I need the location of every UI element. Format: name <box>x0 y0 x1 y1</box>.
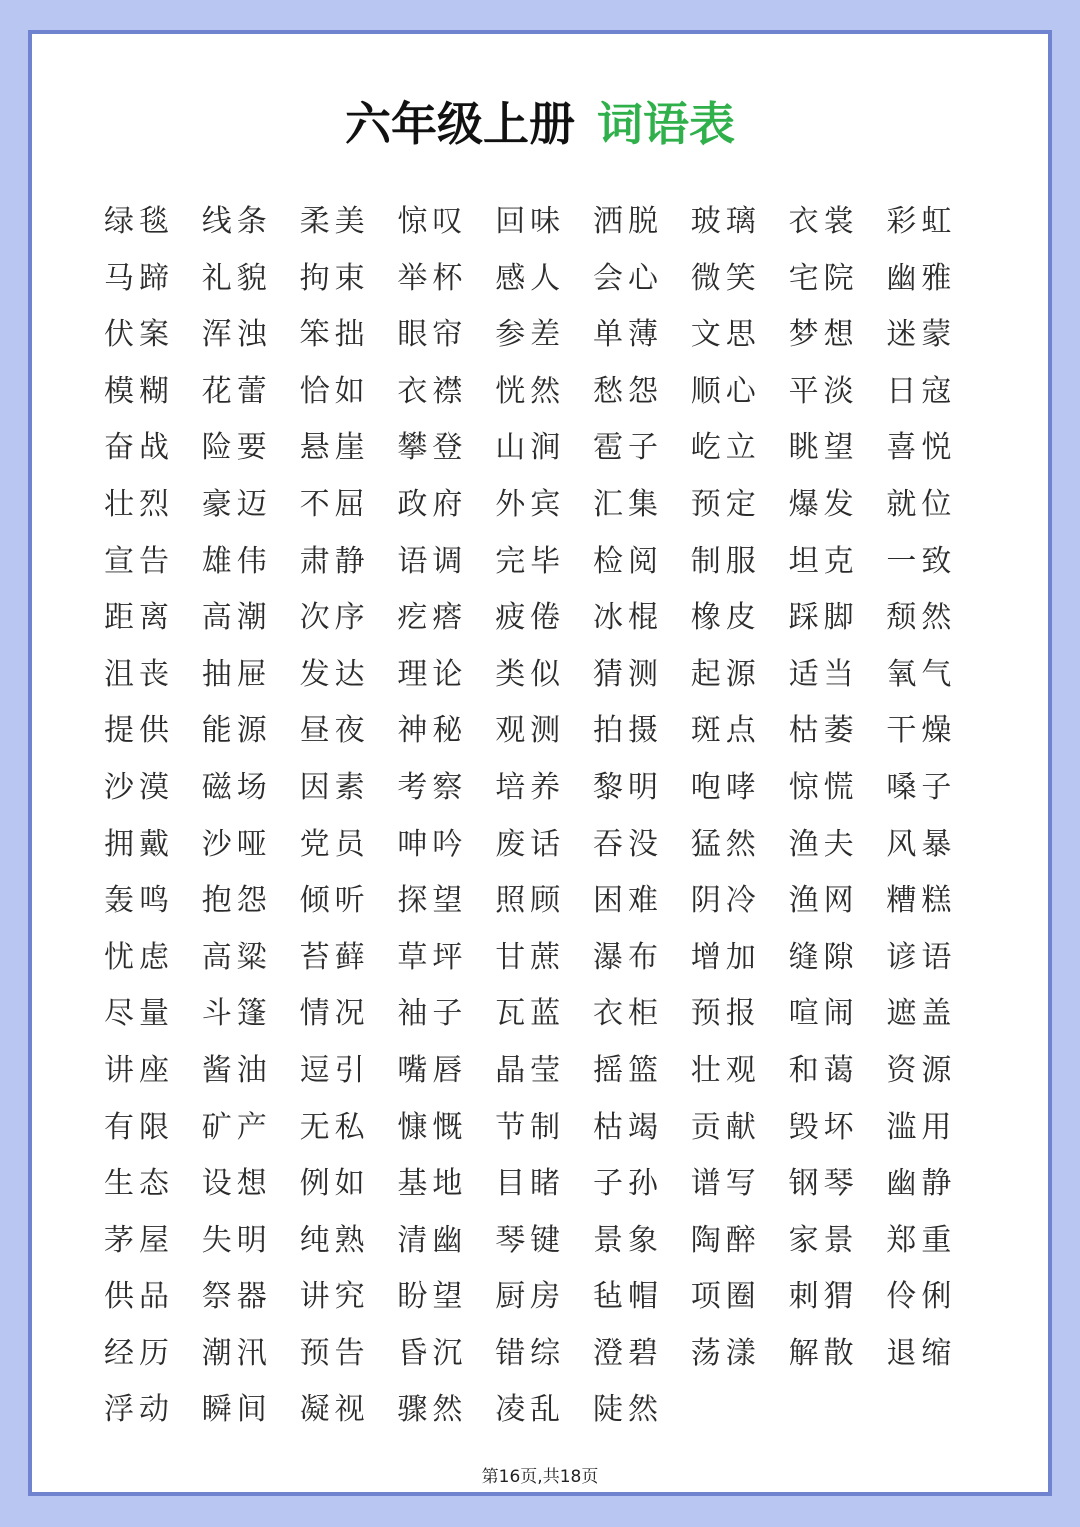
word-item: 祭器 <box>201 1279 272 1315</box>
word-item: 类似 <box>495 656 566 692</box>
word-item: 袖子 <box>397 996 468 1032</box>
word-item: 增加 <box>690 939 761 975</box>
word-item: 山涧 <box>495 430 566 466</box>
word-item: 晶莹 <box>495 1052 566 1088</box>
word-item: 踩脚 <box>788 600 859 636</box>
word-item: 矿产 <box>201 1109 272 1145</box>
word-item: 照顾 <box>495 883 566 919</box>
word-item: 就位 <box>886 486 957 522</box>
word-item: 刺猬 <box>788 1279 859 1315</box>
word-item: 预告 <box>299 1335 370 1371</box>
word-item: 遮盖 <box>886 996 957 1032</box>
word-item: 攀登 <box>397 430 468 466</box>
word-item: 目睹 <box>495 1166 566 1202</box>
word-item: 惊叹 <box>397 204 468 239</box>
word-item: 礼貌 <box>201 260 272 296</box>
word-item: 喜悦 <box>886 430 957 466</box>
word-item: 厨房 <box>495 1279 566 1315</box>
word-item: 花蕾 <box>201 373 272 409</box>
word-item: 预定 <box>690 486 761 522</box>
word-item: 氧气 <box>886 656 957 692</box>
word-item: 毡帽 <box>592 1279 663 1315</box>
word-item: 沙哑 <box>201 826 272 862</box>
word-item: 陡然 <box>592 1392 663 1428</box>
word-item: 资源 <box>886 1052 957 1088</box>
word-item: 神秘 <box>397 713 468 749</box>
word-item: 伶俐 <box>886 1279 957 1315</box>
word-item: 回味 <box>495 204 566 239</box>
word-item: 恍然 <box>495 373 566 409</box>
word-item: 猜测 <box>592 656 663 692</box>
word-item: 嘴唇 <box>397 1052 468 1088</box>
word-item: 高粱 <box>201 939 272 975</box>
word-item: 壮观 <box>690 1052 761 1088</box>
word-item: 疲倦 <box>495 600 566 636</box>
word-item: 抱怨 <box>201 883 272 919</box>
word-item: 举杯 <box>397 260 468 296</box>
word-item: 彩虹 <box>886 204 957 239</box>
title-grade: 六年级上册 <box>345 97 575 151</box>
word-item: 因素 <box>299 769 370 805</box>
word-item: 幽静 <box>886 1166 957 1202</box>
word-item: 干燥 <box>886 713 957 749</box>
word-item: 甘蔗 <box>495 939 566 975</box>
word-item: 浮动 <box>104 1392 174 1428</box>
word-item: 基地 <box>397 1166 468 1202</box>
word-item: 困难 <box>592 883 663 919</box>
word-item: 黎明 <box>592 769 663 805</box>
word-item: 缝隙 <box>788 939 859 975</box>
word-item: 钢琴 <box>788 1166 859 1202</box>
word-item: 观测 <box>495 713 566 749</box>
word-item: 日寇 <box>886 373 957 409</box>
word-item: 错综 <box>495 1335 566 1371</box>
word-item: 项圈 <box>690 1279 761 1315</box>
word-item: 冰棍 <box>592 600 663 636</box>
word-item: 倾听 <box>299 883 370 919</box>
word-item: 瓦蓝 <box>495 996 566 1032</box>
word-item: 参差 <box>495 317 566 353</box>
word-item: 语调 <box>397 543 468 579</box>
word-item: 骤然 <box>397 1392 468 1428</box>
word-item: 景象 <box>592 1222 663 1258</box>
word-item: 一致 <box>886 543 957 579</box>
word-item: 党员 <box>299 826 370 862</box>
word-item: 眼帘 <box>397 317 468 353</box>
page-title <box>32 94 1048 154</box>
word-item: 酱油 <box>201 1052 272 1088</box>
word-item: 沙漠 <box>104 769 174 805</box>
word-item: 梦想 <box>788 317 859 353</box>
word-item: 制服 <box>690 543 761 579</box>
word-item: 瀑布 <box>592 939 663 975</box>
word-item: 茅屋 <box>104 1222 174 1258</box>
word-item: 政府 <box>397 486 468 522</box>
word-item: 培养 <box>495 769 566 805</box>
word-item: 退缩 <box>886 1335 957 1371</box>
word-item: 经历 <box>104 1335 174 1371</box>
word-item: 设想 <box>201 1166 272 1202</box>
word-item: 讲座 <box>104 1052 174 1088</box>
word-item: 肃静 <box>299 543 370 579</box>
word-item: 草坪 <box>397 939 468 975</box>
word-item: 模糊 <box>104 373 174 409</box>
word-item: 豪迈 <box>201 486 272 522</box>
word-item: 爆发 <box>788 486 859 522</box>
word-item: 瞬间 <box>201 1392 272 1428</box>
title-vocab: 词语表 <box>597 97 735 151</box>
word-item: 线条 <box>201 204 272 239</box>
word-item: 毁坏 <box>788 1109 859 1145</box>
word-item: 有限 <box>104 1109 174 1145</box>
word-item: 单薄 <box>592 317 663 353</box>
word-item: 谚语 <box>886 939 957 975</box>
word-item: 距离 <box>104 600 174 636</box>
word-item: 愁怨 <box>592 373 663 409</box>
word-item: 供品 <box>104 1279 174 1315</box>
word-item: 咆哮 <box>690 769 761 805</box>
word-item: 陶醉 <box>690 1222 761 1258</box>
word-item: 拥戴 <box>104 826 174 862</box>
word-item: 凌乱 <box>495 1392 566 1428</box>
word-item: 眺望 <box>788 430 859 466</box>
word-item: 枯竭 <box>592 1109 663 1145</box>
word-item: 阴冷 <box>690 883 761 919</box>
word-item: 糟糕 <box>886 883 957 919</box>
word-item: 节制 <box>495 1109 566 1145</box>
word-item: 潮汛 <box>201 1335 272 1371</box>
word-item: 郑重 <box>886 1222 957 1258</box>
word-item: 纯熟 <box>299 1222 370 1258</box>
word-item: 摇篮 <box>592 1052 663 1088</box>
word-item: 例如 <box>299 1166 370 1202</box>
word-item: 尽量 <box>104 996 174 1032</box>
word-item: 盼望 <box>397 1279 468 1315</box>
word-item: 洒脱 <box>592 204 663 239</box>
word-item: 沮丧 <box>104 656 174 692</box>
word-item: 次序 <box>299 600 370 636</box>
word-item: 风暴 <box>886 826 957 862</box>
word-item: 浑浊 <box>201 317 272 353</box>
word-item: 斗篷 <box>201 996 272 1032</box>
word-item: 笨拙 <box>299 317 370 353</box>
word-item: 渔夫 <box>788 826 859 862</box>
word-item: 恰如 <box>299 373 370 409</box>
word-item: 无私 <box>299 1109 370 1145</box>
word-item: 平淡 <box>788 373 859 409</box>
word-item: 提供 <box>104 713 174 749</box>
word-item: 柔美 <box>299 204 370 239</box>
word-grid <box>104 194 984 1439</box>
word-item: 轰鸣 <box>104 883 174 919</box>
word-item: 能源 <box>201 713 272 749</box>
word-item: 屹立 <box>690 430 761 466</box>
word-item: 清幽 <box>397 1222 468 1258</box>
word-item: 呻吟 <box>397 826 468 862</box>
word-item: 马蹄 <box>104 260 174 296</box>
word-item: 玻璃 <box>690 204 761 239</box>
word-item: 逗引 <box>299 1052 370 1088</box>
word-item: 废话 <box>495 826 566 862</box>
word-item: 汇集 <box>592 486 663 522</box>
word-item: 子孙 <box>592 1166 663 1202</box>
word-item: 讲究 <box>299 1279 370 1315</box>
word-item: 雹子 <box>592 430 663 466</box>
word-item: 忧虑 <box>104 939 174 975</box>
word-item: 琴键 <box>495 1222 566 1258</box>
word-item: 疙瘩 <box>397 600 468 636</box>
word-item: 预报 <box>690 996 761 1032</box>
word-item: 会心 <box>592 260 663 296</box>
page-number: 第16页,共18页 <box>481 1467 599 1487</box>
word-item: 渔网 <box>788 883 859 919</box>
word-item: 情况 <box>299 996 370 1032</box>
word-item: 解散 <box>788 1335 859 1371</box>
word-item: 文思 <box>690 317 761 353</box>
word-item: 昼夜 <box>299 713 370 749</box>
word-item: 不屈 <box>299 486 370 522</box>
word-item: 和蔼 <box>788 1052 859 1088</box>
word-item: 考察 <box>397 769 468 805</box>
word-item: 迷蒙 <box>886 317 957 353</box>
word-item: 适当 <box>788 656 859 692</box>
word-item: 吞没 <box>592 826 663 862</box>
word-item: 荡漾 <box>690 1335 761 1371</box>
word-item: 拘束 <box>299 260 370 296</box>
word-item: 磁场 <box>201 769 272 805</box>
word-item: 滥用 <box>886 1109 957 1145</box>
word-item: 谱写 <box>690 1166 761 1202</box>
word-item: 惊慌 <box>788 769 859 805</box>
word-item: 喧闹 <box>788 996 859 1032</box>
word-item: 昏沉 <box>397 1335 468 1371</box>
word-item: 奋战 <box>104 430 174 466</box>
word-item: 雄伟 <box>201 543 272 579</box>
word-item: 绿毯 <box>104 204 174 239</box>
word-item: 苔藓 <box>299 939 370 975</box>
word-item: 抽屉 <box>201 656 272 692</box>
word-item: 嗓子 <box>886 769 957 805</box>
word-item: 坦克 <box>788 543 859 579</box>
word-item: 顺心 <box>690 373 761 409</box>
word-item: 枯萎 <box>788 713 859 749</box>
word-item: 澄碧 <box>592 1335 663 1371</box>
word-item: 探望 <box>397 883 468 919</box>
word-item: 伏案 <box>104 317 174 353</box>
word-item: 猛然 <box>690 826 761 862</box>
word-item: 失明 <box>201 1222 272 1258</box>
word-item: 拍摄 <box>592 713 663 749</box>
word-item: 宅院 <box>788 260 859 296</box>
word-item: 微笑 <box>690 260 761 296</box>
word-item: 检阅 <box>592 543 663 579</box>
word-item: 幽雅 <box>886 260 957 296</box>
word-item: 衣襟 <box>397 373 468 409</box>
word-item: 凝视 <box>299 1392 370 1428</box>
word-item: 颓然 <box>886 600 957 636</box>
word-item: 险要 <box>201 430 272 466</box>
word-item: 外宾 <box>495 486 566 522</box>
word-item: 斑点 <box>690 713 761 749</box>
word-item: 橡皮 <box>690 600 761 636</box>
word-item: 家景 <box>788 1222 859 1258</box>
word-item: 慷慨 <box>397 1109 468 1145</box>
word-item: 壮烈 <box>104 486 174 522</box>
word-item: 宣告 <box>104 543 174 579</box>
word-item: 悬崖 <box>299 430 370 466</box>
word-item: 发达 <box>299 656 370 692</box>
page-frame <box>28 30 1052 1496</box>
word-item: 完毕 <box>495 543 566 579</box>
word-item: 理论 <box>397 656 468 692</box>
word-item: 高潮 <box>201 600 272 636</box>
word-item: 生态 <box>104 1166 174 1202</box>
word-item: 衣柜 <box>592 996 663 1032</box>
word-item: 衣裳 <box>788 204 859 239</box>
word-item: 起源 <box>690 656 761 692</box>
word-item: 感人 <box>495 260 566 296</box>
word-item: 贡献 <box>690 1109 761 1145</box>
